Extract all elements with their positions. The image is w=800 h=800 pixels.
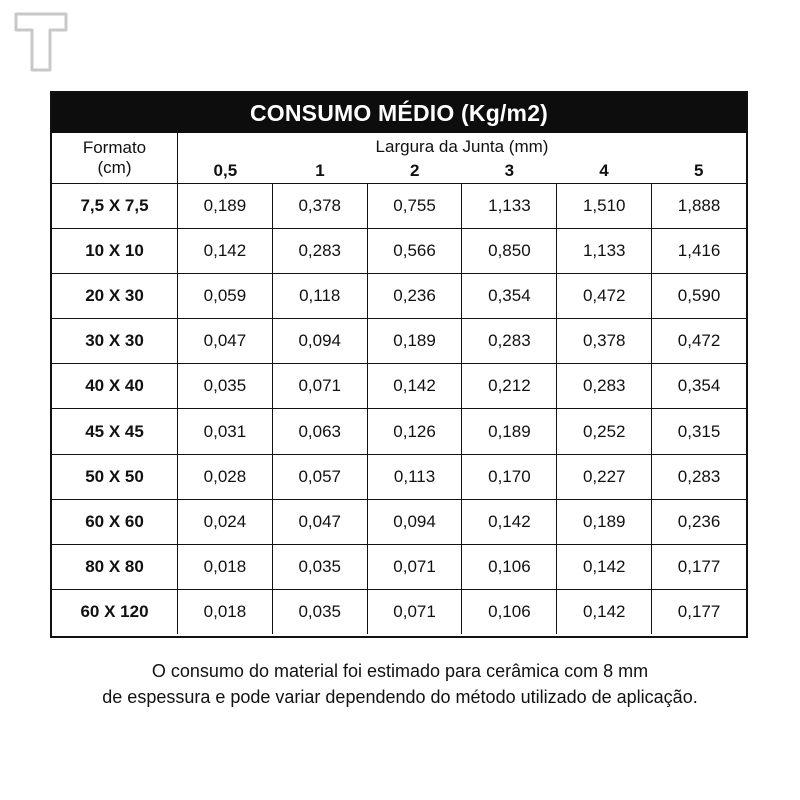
value-cell: 0,126	[368, 409, 463, 453]
value-cell: 0,071	[273, 364, 368, 408]
width-value: 3	[504, 161, 515, 180]
value-cell: 0,354	[462, 274, 557, 318]
value-cell: 0,283	[677, 466, 721, 486]
value-cell: 0,035	[273, 590, 368, 634]
format-cell: 45 X 45	[52, 409, 178, 453]
value-cell: 0,170	[462, 455, 557, 499]
format-cell: 80 X 80	[52, 545, 178, 589]
value-cell: 0,059	[178, 274, 273, 318]
table-row	[52, 183, 746, 228]
value-cell: 1,416	[677, 241, 721, 261]
format-cell: 30 X 30	[52, 319, 178, 363]
table-row	[52, 273, 746, 318]
table-body	[52, 183, 746, 636]
value-cell: 0,118	[273, 274, 368, 318]
value-cell: 0,177	[677, 556, 721, 576]
value-cell: 0,024	[178, 500, 273, 544]
value-cell: 0,850	[462, 229, 557, 273]
table-row	[52, 228, 746, 273]
value-cell: 0,189	[557, 500, 652, 544]
value-cell: 0,189	[462, 409, 557, 453]
format-cell: 60 X 60	[52, 500, 178, 544]
value-cell: 0,142	[178, 229, 273, 273]
value-cell: 0,031	[178, 409, 273, 453]
value-cell: 0,283	[273, 229, 368, 273]
value-cell: 0,378	[273, 184, 368, 228]
value-cell: 0,177	[677, 601, 721, 621]
value-cell: 0,590	[677, 286, 721, 306]
value-cell: 0,142	[462, 500, 557, 544]
formato-unit: (cm)	[97, 158, 132, 177]
value-cell: 0,189	[178, 184, 273, 228]
value-cell: 0,236	[677, 511, 721, 531]
consumption-table	[50, 91, 748, 638]
format-cell: 50 X 50	[52, 455, 178, 499]
value-cell: 0,142	[557, 545, 652, 589]
value-cell: 0,354	[677, 376, 721, 396]
brand-logo	[10, 8, 72, 74]
value-cell: 0,018	[178, 545, 273, 589]
table-row	[52, 544, 746, 589]
value-cell: 0,047	[273, 500, 368, 544]
width-value: 5	[693, 161, 704, 180]
table-row	[52, 499, 746, 544]
value-cell: 0,212	[462, 364, 557, 408]
value-cell: 0,094	[273, 319, 368, 363]
value-cell: 1,133	[557, 229, 652, 273]
table-row	[52, 454, 746, 499]
table-row	[52, 363, 746, 408]
table-row	[52, 589, 746, 634]
value-cell: 0,028	[178, 455, 273, 499]
value-cell: 0,142	[368, 364, 463, 408]
width-header-row	[178, 161, 746, 183]
footnote	[0, 658, 800, 710]
format-cell: 60 X 120	[52, 590, 178, 634]
value-cell: 1,888	[677, 196, 721, 216]
largura-header: Largura da Junta (mm)	[375, 137, 549, 156]
value-cell: 0,106	[462, 545, 557, 589]
table-row	[52, 408, 746, 453]
value-cell: 1,510	[557, 184, 652, 228]
value-cell: 0,566	[368, 229, 463, 273]
value-cell: 0,035	[178, 364, 273, 408]
formato-header	[52, 133, 178, 183]
value-cell: 0,283	[557, 364, 652, 408]
footnote-line: de espessura e pode variar dependendo do método utilizado de aplicação.	[102, 687, 698, 707]
value-cell: 0,378	[557, 319, 652, 363]
format-cell: 7,5 X 7,5	[52, 184, 178, 228]
format-cell: 20 X 30	[52, 274, 178, 318]
value-cell: 0,106	[462, 590, 557, 634]
width-value: 4	[599, 161, 609, 180]
width-value: 0,5	[213, 161, 238, 180]
value-cell: 0,252	[557, 409, 652, 453]
value-cell: 0,071	[368, 590, 463, 634]
table-title: CONSUMO MÉDIO (Kg/m2)	[52, 93, 746, 133]
value-cell: 0,142	[557, 590, 652, 634]
value-cell: 0,472	[557, 274, 652, 318]
value-cell: 0,236	[368, 274, 463, 318]
format-cell: 40 X 40	[52, 364, 178, 408]
table-row	[52, 318, 746, 363]
value-cell: 0,315	[677, 421, 721, 441]
value-cell: 0,071	[368, 545, 463, 589]
format-cell: 10 X 10	[52, 229, 178, 273]
value-cell: 0,283	[462, 319, 557, 363]
value-cell: 0,472	[677, 331, 721, 351]
value-cell: 0,047	[178, 319, 273, 363]
value-cell: 1,133	[462, 184, 557, 228]
footnote-line: O consumo do material foi estimado para cerâmica com 8 mm	[151, 661, 649, 681]
formato-label: Formato	[82, 138, 147, 157]
width-value: 1	[315, 161, 325, 180]
value-cell: 0,035	[273, 545, 368, 589]
value-cell: 0,063	[273, 409, 368, 453]
value-cell: 0,227	[557, 455, 652, 499]
value-cell: 0,057	[273, 455, 368, 499]
value-cell: 0,018	[178, 590, 273, 634]
value-cell: 0,755	[368, 184, 463, 228]
value-cell: 0,094	[368, 500, 463, 544]
value-cell: 0,189	[368, 319, 463, 363]
width-value: 2	[409, 161, 420, 180]
value-cell: 0,113	[368, 455, 463, 499]
